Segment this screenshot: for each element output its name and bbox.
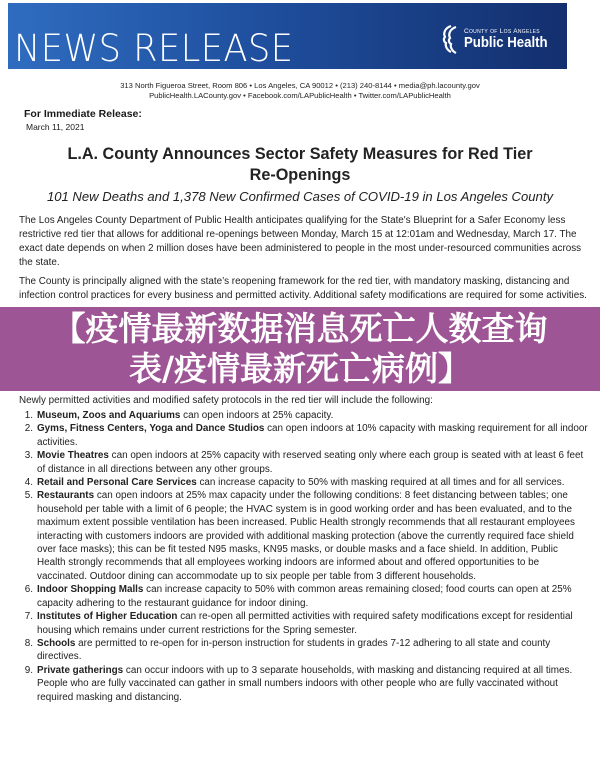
document-body <box>0 144 600 704</box>
banner-title: NEWS RELEASE <box>14 27 294 70</box>
list-number: 9. <box>24 664 33 676</box>
paragraph-framework: The County is principally aligned with the state’s reopening framework for the red tier, with mandatory masking, distancing and infection control practices for every business and permitted activity. Additional safety modifications are required for some activities. <box>19 276 587 301</box>
list-number: 6. <box>24 584 33 596</box>
title-overlay-band <box>0 307 600 391</box>
paragraph-list-intro: Newly permitted activities and modified safety protocols in the red tier will include the following: <box>19 395 433 406</box>
contact-address-line: 313 North Figueroa Street, Room 806 • Los Angeles, CA 90012 • (213) 240-8144 • media@ph.lacounty.gov <box>120 81 480 90</box>
list-item-title: Indoor Shopping Malls <box>37 584 144 596</box>
list-item-title: Museum, Zoos and Aquariums <box>37 410 181 421</box>
list-item-text: can re-open all permitted activities with required safety modifications except for residential housing which remains under current restrictions for the Spring semester. <box>37 611 573 636</box>
public-health-logo <box>439 23 559 55</box>
list-number: 5. <box>24 490 33 502</box>
list-item <box>19 610 589 637</box>
list-item-title: Restaurants <box>37 490 95 502</box>
logo-county-text: County of Los Angeles <box>463 28 540 35</box>
news-release-banner <box>8 3 567 69</box>
list-item-text: can open indoors at 25% capacity. <box>180 410 334 421</box>
overlay-title-line-2: 表/疫情最新死亡病例】 <box>128 349 472 388</box>
list-item-text: can open indoors at 25% max capacity under the following conditions: 8 feet distancing between tables; one household per table with a limit of 6 people; the HVAC system is in good working order and has been evaluated, and to the maximum extent possible ventilation has been increased. Public Health strongly recommends that all restaurant employees interacting with customers indoors are provided with additional masking protection (above the currently required face shield over face masks); this can be fit tested N95 masks, KN95 masks, or double masks and a face shield. In addition, Public Health strongly recommends that all employees working indoors are informed about and offered opportunities to be vaccinated. Outdoor dining can accommodate up to six people per table from 3 different households. <box>37 490 575 582</box>
list-number: 8. <box>24 637 33 649</box>
list-item-text: can increase capacity to 50% with common areas remaining closed; food courts can open at 25% capacity adhering to the restaurant guidance for indoor dining. <box>37 584 572 609</box>
list-item <box>19 583 589 610</box>
activities-list <box>19 409 589 704</box>
list-item <box>19 476 589 489</box>
overlay-title-line-1: 【疫情最新数据消息死亡人数查询 <box>52 309 548 348</box>
list-item-title: Institutes of Higher Education <box>37 611 178 623</box>
list-item <box>19 664 589 704</box>
faces-profile-icon <box>439 24 461 54</box>
list-number: 2. <box>24 423 33 435</box>
list-number: 1. <box>24 410 33 421</box>
list-number: 7. <box>24 611 33 623</box>
logo-public-health-text: Public Health <box>463 34 548 51</box>
contact-info <box>0 81 600 101</box>
list-item-text: can open indoors at 10% capacity with masking requirement for all indoor activities. <box>37 423 588 448</box>
list-item-title: Gyms, Fitness Centers, Yoga and Dance Studios <box>37 423 265 435</box>
list-item-text: can occur indoors with up to 3 separate households, with masking and distancing required at all times. People who are fully vaccinated can gather in small numbers indoors with other people who are fully vaccinated without required masking and distancing. <box>37 664 573 703</box>
list-item <box>19 637 589 664</box>
list-item <box>19 422 589 449</box>
release-label: For Immediate Release: <box>24 108 142 120</box>
list-item <box>19 489 589 583</box>
list-item-text: are permitted to re-open for in-person instruction for students in grades 7-12 adhering to all state and county directives. <box>37 637 551 663</box>
headline-line-1: L.A. County Announces Sector Safety Measures for Red Tier <box>67 145 533 163</box>
paragraph-intro: The Los Angeles County Department of Public Health anticipates qualifying for the State's Blueprint for a Safer Economy less restrictive red tier that allows for additional re-openings between Monday, March 15 at 12:01am and Wednesday, March 17. The exact date depends on when 2 million doses have been administered to people in the most under-resourced communities across the state. <box>19 215 582 268</box>
list-item-text: can increase capacity to 50% with masking required at all times and for all services. <box>196 477 565 489</box>
list-item <box>19 409 589 422</box>
list-item <box>19 449 589 476</box>
list-item-title: Schools <box>37 637 76 649</box>
list-item-text: can open indoors at 25% capacity with reserved seating only where each group is seated with at least 6 feet of distance in all directions between any other groups. <box>37 450 584 475</box>
list-number: 4. <box>24 477 33 489</box>
subheadline: 101 New Deaths and 1,378 New Confirmed Cases of COVID-19 in Los Angeles County <box>46 189 554 204</box>
list-item-title: Retail and Personal Care Services <box>37 477 197 489</box>
headline-line-2: Re-Openings <box>249 166 351 184</box>
list-item-title: Private gatherings <box>37 664 124 676</box>
headline <box>0 144 600 186</box>
release-date: March 11, 2021 <box>26 122 85 132</box>
list-number: 3. <box>24 450 33 462</box>
contact-web-line: PublicHealth.LACounty.gov • Facebook.com/LAPublicHealth • Twitter.com/LAPublicHealth <box>149 91 451 100</box>
list-item-title: Movie Theatres <box>37 450 109 462</box>
